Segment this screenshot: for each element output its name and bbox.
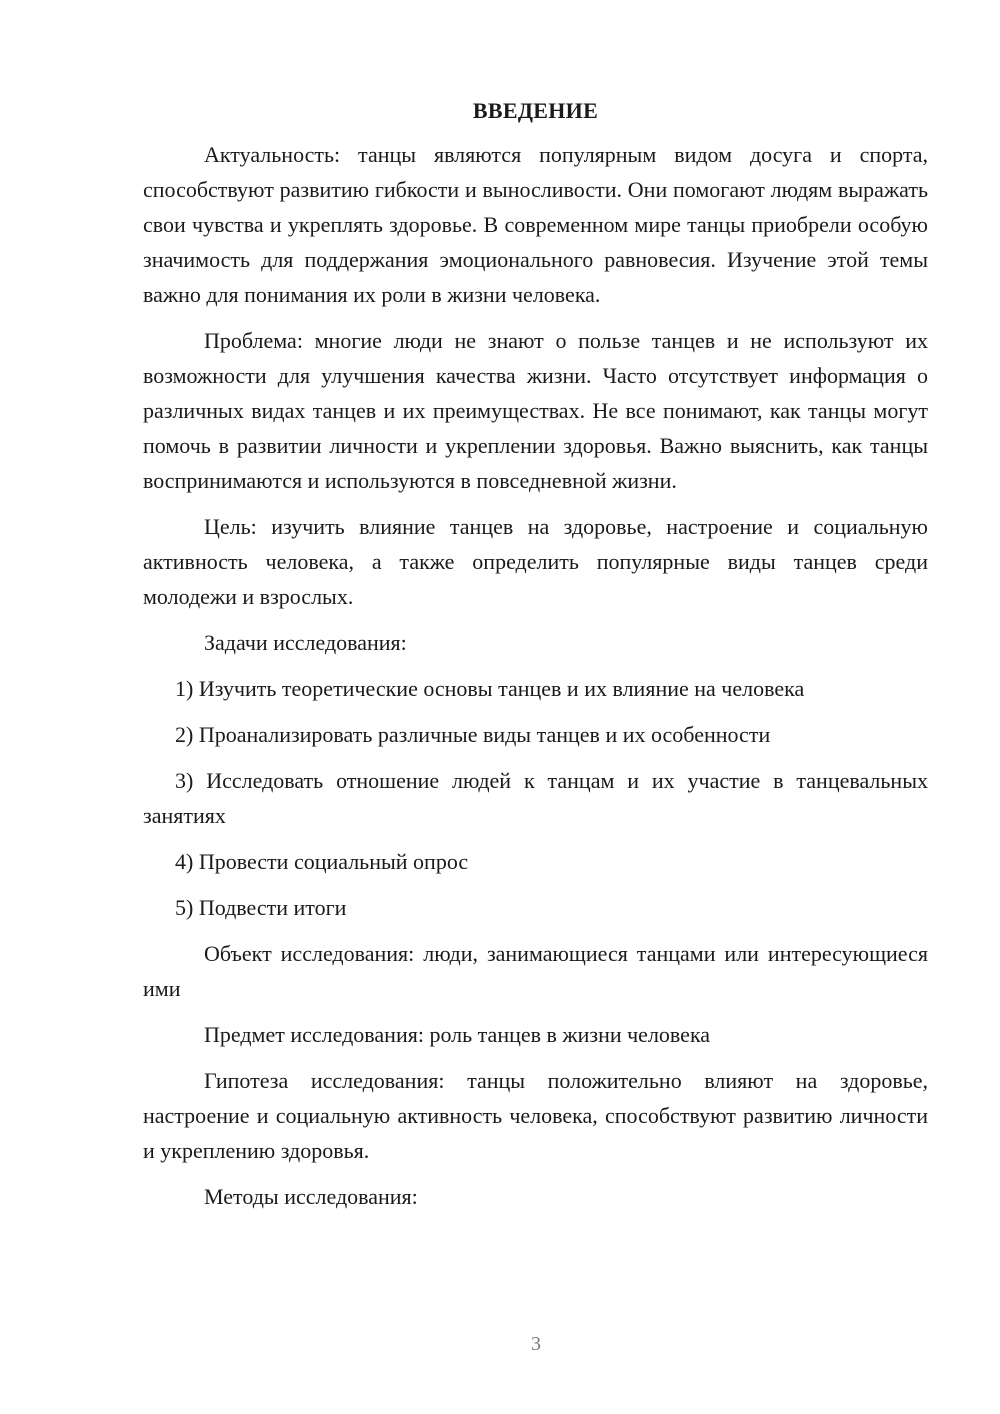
task-item-4: 4) Провести социальный опрос <box>175 849 469 874</box>
problem-paragraph: Проблема: многие люди не знают о пользе танцев и не используют их возможности для улучшения качества жизни. Часто отсутствует информация о различных видах танцев и их преимуществах. Не все понимают, как танцы могут помочь в развитии личности и укреплении здоровья. Важно выяснить, как танцы воспринимаются и используются в повседневной жизни. <box>143 328 928 493</box>
section-title: ВВЕДЕНИЕ <box>472 98 599 123</box>
page-number: 3 <box>531 1333 541 1355</box>
task-item-2: 2) Проанализировать различные виды танцев и их особенности <box>175 722 771 747</box>
object-paragraph: Объект исследования: люди, занимающиеся танцами или интересующиеся ими <box>143 941 928 1001</box>
task-item-3: 3) Исследовать отношение людей к танцам и их участие в танцевальных занятиях <box>143 768 928 828</box>
tasks-heading: Задачи исследования: <box>204 630 407 655</box>
subject-paragraph: Предмет исследования: роль танцев в жизни человека <box>204 1022 711 1047</box>
page-content <box>143 95 928 1214</box>
hypothesis-paragraph: Гипотеза исследования: танцы положительно влияют на здоровье, настроение и социальную активность человека, способствуют развитию личности и укреплению здоровья. <box>143 1068 928 1163</box>
relevance-paragraph: Актуальность: танцы являются популярным видом досуга и спорта, способствуют развитию гибкости и выносливости. Они помогают людям выражать свои чувства и укреплять здоровье. В современном мире танцы приобрели особую значимость для поддержания эмоционального равновесия. Изучение этой темы важно для понимания их роли в жизни человека. <box>143 142 928 307</box>
task-item-5: 5) Подвести итоги <box>175 895 347 920</box>
goal-paragraph: Цель: изучить влияние танцев на здоровье, настроение и социальную активность человека, а также определить популярные виды танцев среди молодежи и взрослых. <box>143 514 928 609</box>
methods-heading: Методы исследования: <box>204 1184 418 1209</box>
task-item-1: 1) Изучить теоретические основы танцев и их влияние на человека <box>175 676 805 701</box>
